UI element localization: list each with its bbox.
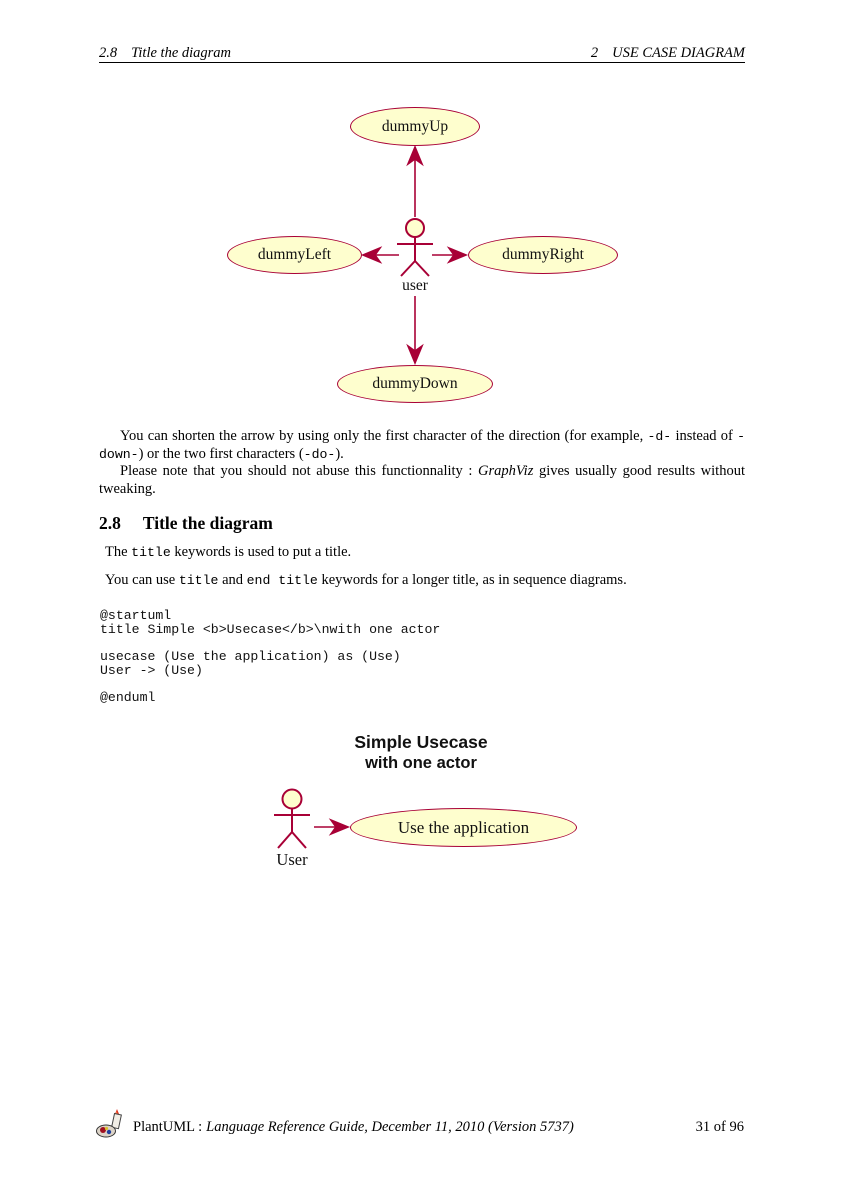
section-number: 2.8 [99,513,121,533]
diagram-title-line1 [271,732,571,753]
actor-user-figure [397,219,433,276]
graphviz-italic: GraphViz [478,463,534,479]
footer-page-number: 31 of 96 [695,1119,744,1135]
inline-code-d: -d- [647,429,672,444]
usecase-dummy-left [227,236,362,274]
code-line: usecase (Use the application) as (Use) [100,649,401,665]
text-run: You can shorten the arrow by using only the first character of the direction (for example, [120,428,648,444]
header-rule [99,62,745,63]
paragraph-title-keyword [99,544,745,562]
footer-reference-italic: Language Reference Guide, December 11, 2010 (Version 5737) [206,1119,574,1135]
code-line: @enduml [100,690,156,706]
usecase-dummy-up [350,107,480,146]
header-right-number: 2 [590,45,599,61]
text-run: instead of [671,428,738,444]
usecase-dummy-down [337,365,493,403]
diagram-title-bold: Usecase [416,732,488,752]
header-left-title: Title the diagram [131,45,232,61]
actor-user-lowercase-label: user [402,277,428,294]
paragraph-longer-title [99,572,745,590]
section-heading [99,513,273,534]
code-line: title Simple <b>Usecase</b>\nwith one actor [100,621,441,637]
plantuml-code-block [100,609,440,705]
usecase-dummy-left-label: dummyLeft [257,246,332,263]
paragraph-shorten-arrow [99,428,745,463]
arrow-up [408,147,422,217]
text-run: Please note that you should not abuse this functionnality : [120,463,479,479]
text-run: keywords is used to put a title. [170,544,352,560]
section-title: Title the diagram [142,513,273,533]
arrow-right [432,248,466,262]
usecase-dummy-down-label: dummyDown [372,375,458,392]
usecase-use-the-application-label: Use the application [397,817,530,837]
inline-code-down: -down- [99,429,746,462]
diagram-title-plain: Simple [354,732,417,752]
text-run: gives usually good results without tweaking. [99,463,745,497]
diagram-title-line2: with one actor [365,754,477,772]
plantuml-logo-icon [96,1108,130,1140]
arrow-user-to-usecase [314,820,348,834]
code-line: @startuml [100,608,172,623]
usecase-dummy-right [468,236,618,274]
paragraph-graphviz-note [99,463,745,498]
text-run: ) or the two first characters ( [138,445,304,462]
inline-code-title: title [131,545,171,560]
inline-code-end-title: end title [246,573,318,588]
header-right-title: USE CASE DIAGRAM [612,45,745,61]
footer-reference [133,1119,574,1136]
text-run: keywords for a longer title, as in sequence diagrams. [317,572,627,588]
inline-code-do: -do- [303,446,336,462]
text-run: ). [335,445,344,462]
footer-brand: PlantUML : [133,1119,203,1135]
header-left [99,45,231,62]
code-line [100,636,440,650]
arrow-left [363,248,399,262]
code-line [100,678,440,692]
header-left-number: 2.8 [99,45,118,61]
usecase-use-the-application [350,808,577,847]
arrow-down [408,296,422,363]
text-run: The [105,544,132,560]
usecase-dummy-right-label: dummyRight [502,246,584,263]
page-header [99,45,745,62]
text-run: You can use [105,572,179,588]
actor-user2-figure [274,790,310,849]
actor-user-label: User [276,850,308,869]
code-line: User -> (Use) [100,662,203,678]
text-run: and [218,572,247,588]
header-right [591,45,745,62]
inline-code-title: title [178,573,219,588]
usecase-dummy-up-label: dummyUp [381,117,449,135]
